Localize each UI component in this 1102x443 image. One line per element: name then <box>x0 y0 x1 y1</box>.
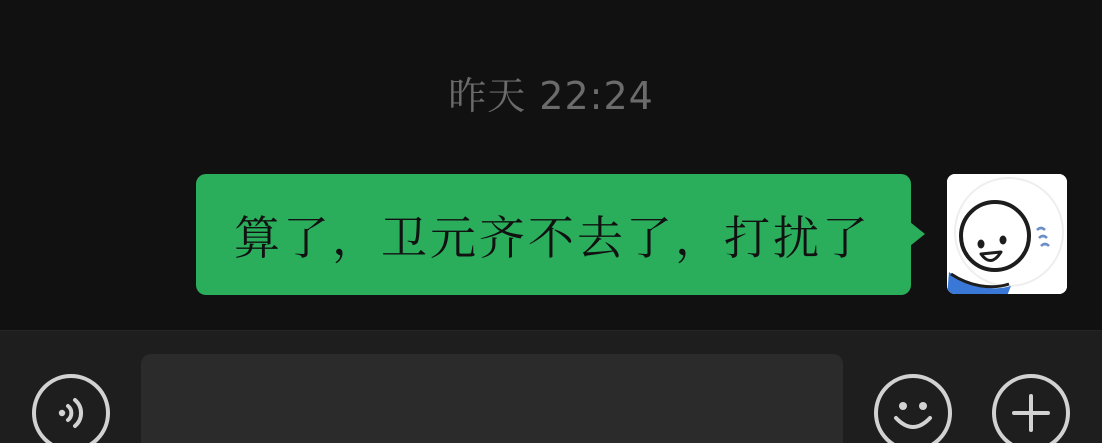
message-text: 算了，卫元齐不去了，打扰了 <box>234 210 871 265</box>
message-bubble[interactable] <box>196 174 911 295</box>
emoji-button[interactable] <box>874 374 952 443</box>
cartoon-face-avatar-icon <box>947 174 1067 294</box>
bubble-tail <box>910 222 925 246</box>
avatar[interactable] <box>947 174 1067 294</box>
message-input[interactable] <box>141 354 843 443</box>
emoji-icon <box>874 374 952 443</box>
input-bar <box>0 330 1102 443</box>
plus-button[interactable] <box>992 374 1070 443</box>
message-timestamp: 昨天 22:24 <box>448 74 654 118</box>
plus-icon <box>992 374 1070 443</box>
voice-icon <box>32 374 110 443</box>
voice-button[interactable] <box>32 374 110 443</box>
message-row <box>196 174 1067 295</box>
